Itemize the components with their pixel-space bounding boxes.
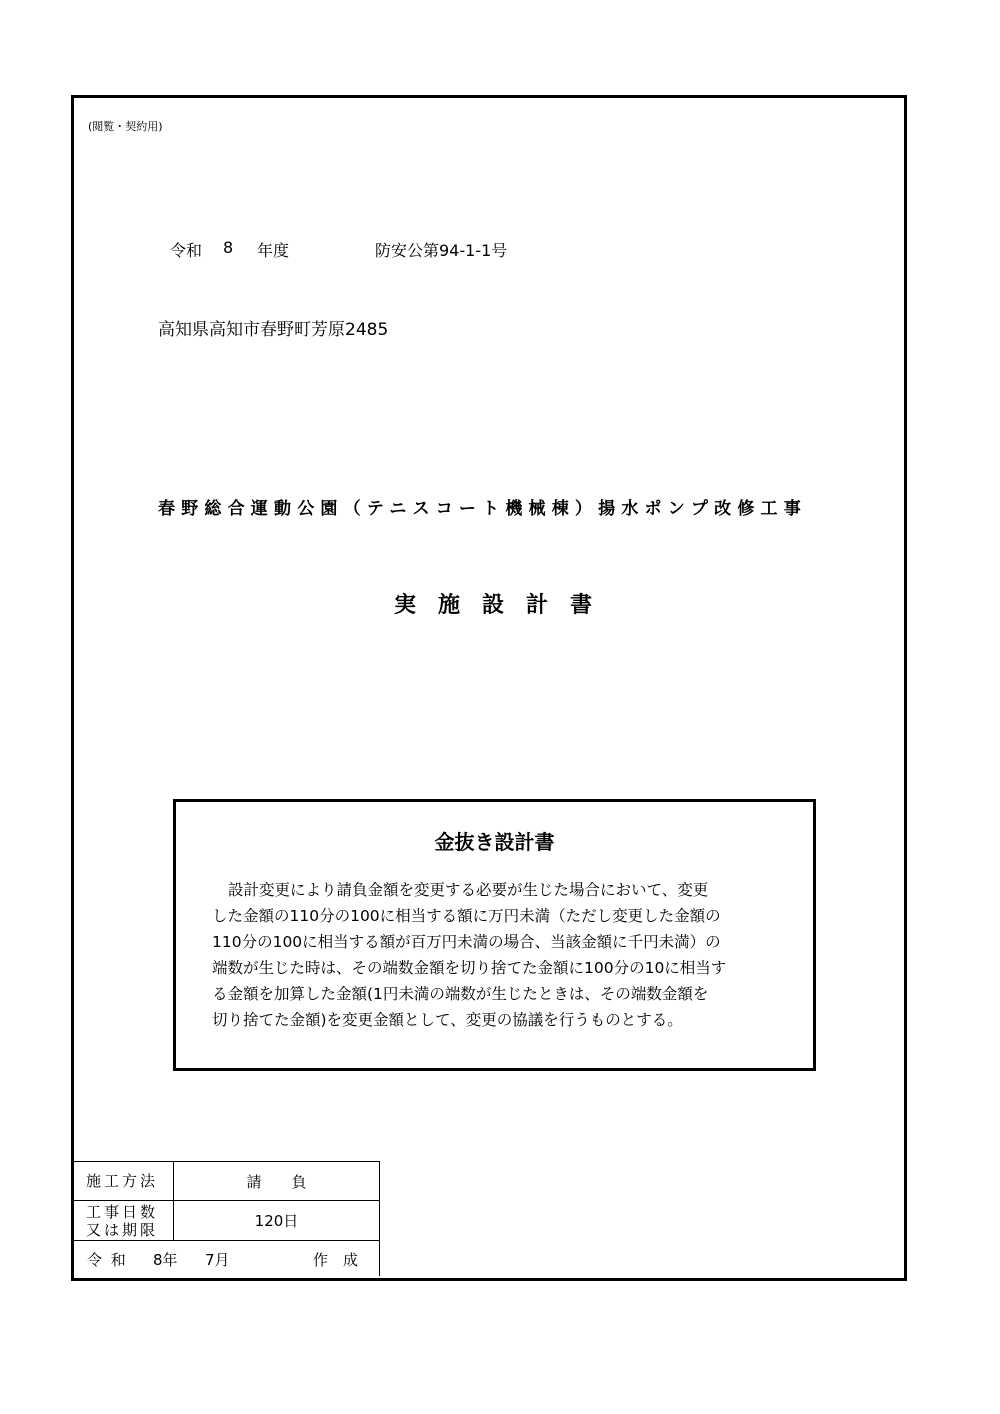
document-title: 実施設計書 xyxy=(393,593,614,618)
duration-label-line-2: 又は期限 xyxy=(85,1220,158,1239)
date-year: 8年 xyxy=(153,1251,178,1269)
date-month: 7月 xyxy=(205,1251,230,1269)
notice-line: した金額の110分の100に相当する額に万円未満（ただし変更した金額の xyxy=(212,907,721,925)
table-row-method xyxy=(71,1162,379,1201)
date-suffix: 作 成 xyxy=(313,1251,359,1269)
info-table xyxy=(71,1161,380,1276)
fiscal-era: 令和 xyxy=(170,241,203,260)
notice-line: 端数が生じた時は、その端数金額を切り捨てた金額に100分の10に相当す xyxy=(212,959,727,977)
document-frame xyxy=(71,95,907,1281)
notice-line: る金額を加算した金額(1円未満の端数が生じたときは、その端数金額を xyxy=(212,985,709,1003)
header-note: (閲覧・契約用) xyxy=(88,120,163,133)
fiscal-year-suffix: 年度 xyxy=(257,241,290,260)
notice-box xyxy=(173,799,816,1071)
method-value: 請 負 xyxy=(246,1172,307,1191)
notice-line: 110分の100に相当する額が百万円未満の場合、当該金額に千円未満）の xyxy=(212,933,721,951)
method-label: 施工方法 xyxy=(71,1162,174,1200)
table-row-duration xyxy=(71,1201,379,1241)
site-address: 高知県高知市春野町芳原2485 xyxy=(158,320,389,340)
duration-value: 120日 xyxy=(254,1212,299,1230)
project-name: 春野総合運動公園（テニスコート機械棟）揚水ポンプ改修工事 xyxy=(158,499,807,519)
duration-label xyxy=(71,1201,174,1240)
document-number: 防安公第94-1-1号 xyxy=(375,241,508,260)
notice-line: 切り捨てた金額)を変更金額として、変更の協議を行うものとする。 xyxy=(212,1011,683,1029)
table-row-date xyxy=(71,1241,379,1276)
notice-title: 金抜き設計書 xyxy=(434,830,555,854)
duration-label-line-1: 工事日数 xyxy=(85,1202,158,1221)
fiscal-year: 8 xyxy=(223,238,234,257)
date-era: 令 和 xyxy=(87,1251,128,1269)
notice-line: 設計変更により請負金額を変更する必要が生じた場合において、変更 xyxy=(228,881,709,899)
